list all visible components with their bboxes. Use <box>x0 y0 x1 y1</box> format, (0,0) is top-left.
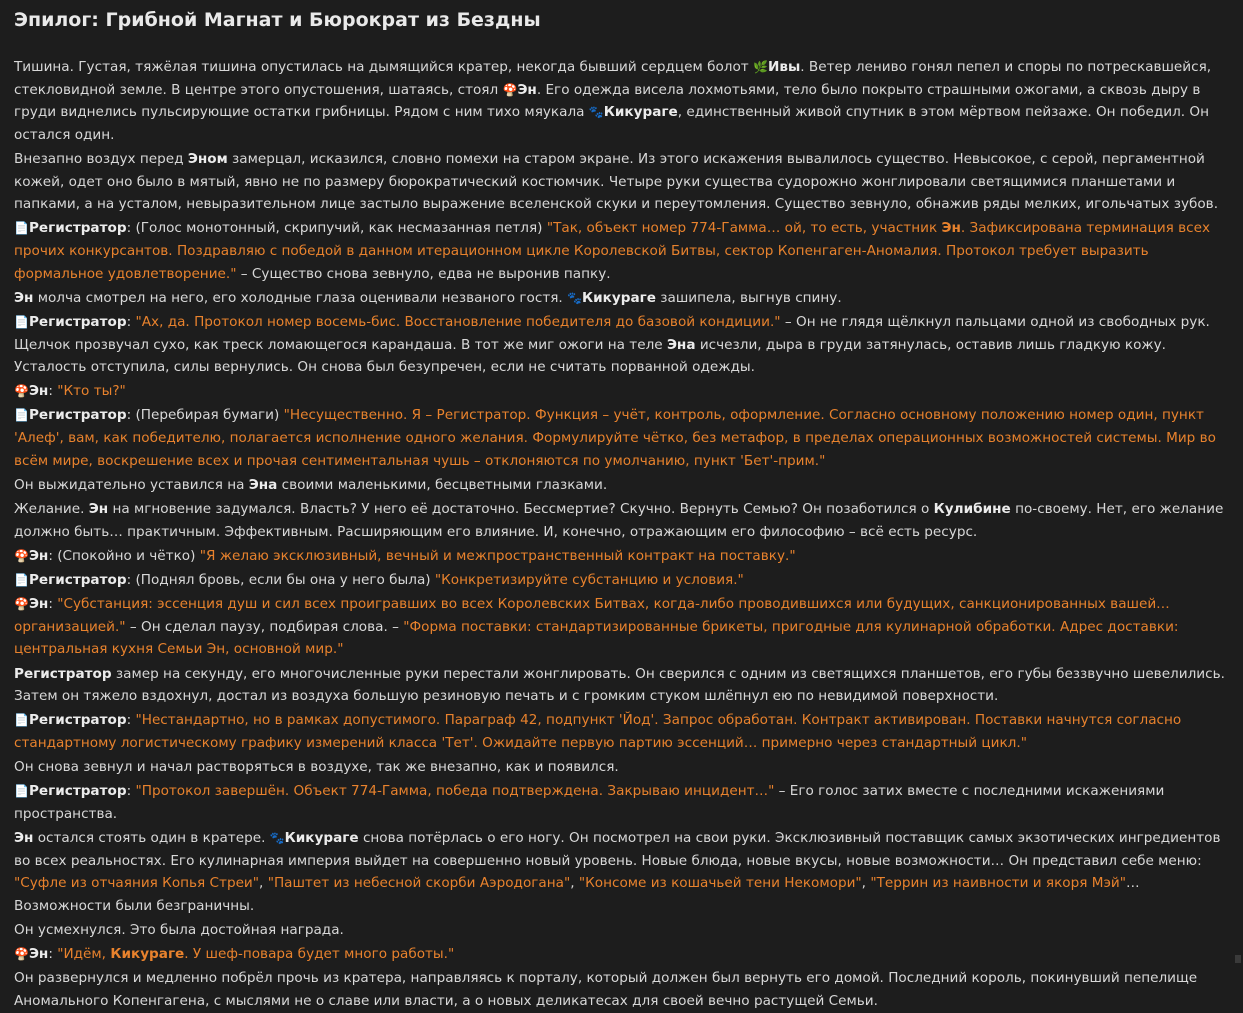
document-icon: 📄 <box>14 784 29 799</box>
dialogue-en: 🍄Эн: "Кто ты?" <box>14 383 126 400</box>
dialogue-registrar: 📄Регистратор: "Нестандартно, но в рамках допустимого. Параграф 42, подпункт 'Йод'. Запрос обработан. Контракт активирован. Поставки начнутся согласно стандартному логистическому графику измерений класса 'Тет'. Ожидайте первую партию эссенций… примерно через стандартный цикл." <box>14 712 1182 751</box>
dialogue-en: 🍄Эн: (Спокойно и чётко) "Я желаю эксклюзивный, вечный и межпространственный контракт на поставку." <box>14 547 796 564</box>
dialogue-en: 🍄Эн: "Субстанция: эссенция душ и сил всех проигравших во всех Королевских Битвах, когда-либо проводившихся или будущих, санкционированных вашей… организацией." – Он сделал паузу, подбирая слова. – "Форма поставки: стандартизированные брикеты, пригодные для кулинарной обработки. Адрес доставки: центральная кухня Семьи Эн, основной мир." <box>14 596 1179 658</box>
dialogue-registrar: 📄Регистратор: (Перебирая бумаги) "Несущественно. Я – Регистратор. Функция – учёт, контроль, оформление. Согласно основному положению номер один, пункт 'Алеф', вам, как победителю, полагается исполнение одного желания. Формулируйте чётко, без метафор, в пределах операционных возможностей системы. Мир во всём мире, воскрешение всех и прочая сентиментальная чушь – отклоняются по умолчанию, пункт 'Бет'-прим." <box>14 407 1216 469</box>
document-icon: 📄 <box>14 314 29 329</box>
paragraph: Он выжидательно уставился на Эна своими маленькими, бесцветными глазками. <box>14 476 608 493</box>
dialogue-registrar: 📄Регистратор: "Ах, да. Протокол номер восемь-бис. Восстановление победителя до базовой кондиции." – Он не глядя щёлкнул пальцами одной из свободных рук. Щелчок прозвучал сухо, как треск ломающегося карандаша. В тот же миг ожоги на теле Эна исчезли, дыра в груди затянулась, оставив лишь гладкую кожу. Усталость отступила, силы вернулись. Он снова был безупречен, если не считать порванной одежды. <box>14 313 1210 376</box>
page-title: Эпилог: Грибной Магнат и Бюрократ из Бездны <box>14 9 541 31</box>
paragraph: Желание. Эн на мгновение задумался. Власть? У него её достаточно. Бессмертие? Скучно. Вернуть Семью? Он позаботился о Кулибине по-своему. Нет, его желание должно быть… практичным. Эффективным. Расширяющим его влияние. И, конечно, отражающим его философию – всё есть ресурс. <box>14 501 1224 540</box>
paragraph: Эн молча смотрел на него, его холодные глаза оценивали незваного гостя. 🐾Кикураге зашипела, выгнув спину. <box>14 289 842 306</box>
mushroom-icon: 🍄 <box>14 597 29 612</box>
mushroom-icon: 🍄 <box>14 384 29 399</box>
document-icon: 📄 <box>14 713 29 728</box>
scrollbar[interactable] <box>1235 955 1241 963</box>
paragraph: Он усмехнулся. Это была достойная награда. <box>14 922 344 939</box>
paw-icon: 🐾 <box>588 105 604 120</box>
paw-icon: 🐾 <box>269 831 285 846</box>
paragraph: Эн остался стоять один в кратере. 🐾Кикураге снова потёрлась о его ногу. Он посмотрел на свои руки. Эксклюзивный поставщик самых экзотических ингредиентов во всех реальностях. Его кулинарная империя выйдет на совершенно новый уровень. Новые блюда, новые вкусы, новые возможности… Он представил себе меню: "Суфле из отчаяния Копья Стреи", "Паштет из небесной скорби Аэродогана", "Консоме из кошачьей тени Некомори", "Террин из наивности и якоря Мэй"… Возможности были безграничны. <box>14 830 1221 914</box>
document-icon: 📄 <box>14 221 29 236</box>
paragraph: Регистратор замер на секунду, его многочисленные руки перестали жонглировать. Он сверился с одним из светящихся планшетов, его губы беззвучно шевелились. Затем он тяжело вздохнул, достал из воздуха большую резиновую печать и с громким стуком шлёпнул ею по невидимой поверхности. <box>14 665 1225 705</box>
paragraph: Он снова зевнул и начал растворяться в воздухе, так же внезапно, как и появился. <box>14 759 619 776</box>
mushroom-icon: 🍄 <box>14 947 29 962</box>
document-icon: 📄 <box>14 408 29 423</box>
dialogue-registrar: 📄Регистратор: (Поднял бровь, если бы она у него была) "Конкретизируйте субстанцию и условия." <box>14 572 744 588</box>
leaf-icon: 🌿 <box>753 60 768 74</box>
dialogue-registrar: 📄Регистратор: "Протокол завершён. Объект 774-Гамма, победа подтверждена. Закрываю инцидент…" – Его голос затих вместе с последними искажениями пространства. <box>14 783 1165 822</box>
dialogue-en: 🍄Эн: "Идём, Кикураге. У шеф-повара будет много работы." <box>14 946 455 963</box>
paragraph: Тишина. Густая, тяжёлая тишина опустилась на дымящийся кратер, некогда бывший сердцем болот 🌿Ивы. Ветер лениво гонял пепел и споры по потрескавшейся, стекловидной земле. В центре этого опустошения, шатаясь, стоял 🍄Эн. Его одежда висела лохмотьями, тело было покрыто страшными ожогами, а сквозь дыру в груди виднелись пульсирующие остатки грибницы. Рядом с ним тихо мяукала 🐾Кикураге, единственный живой спутник в этом мёртвом пейзаже. Он победил. Он остался один. <box>14 59 1212 143</box>
paragraph: Внезапно воздух перед Эном замерцал, исказился, словно помехи на старом экране. Из этого искажения вывалилось существо. Невысокое, с серой, пергаментной кожей, одет оно было в мятый, явно не по размеру бюрократический костюмчик. Четыре руки существа судорожно жонглировали светящимися планшетами и папками, а на усталом, невыразительном лице застыло выражение вселенской скуки и переутомления. Существо зевнуло, обнажив ряды мелких, игольчатых зубов. <box>14 150 1219 213</box>
paw-icon: 🐾 <box>567 290 583 305</box>
paragraph: Он развернулся и медленно побрёл прочь из кратера, направляясь к порталу, который должен был вернуть его домой. Последний король, покинувший пепелище Аномального Копенгагена, с мыслями не о славе или власти, а о новых деликатесах для своей вечно растущей Семьи. <box>14 970 1198 1010</box>
mushroom-icon: 🍄 <box>14 548 29 563</box>
document-icon: 📄 <box>14 573 29 587</box>
story-body <box>14 56 1229 1013</box>
mushroom-icon: 🍄 <box>502 82 518 97</box>
dialogue-registrar: 📄Регистратор: (Голос монотонный, скрипучий, как несмазанная петля) "Так, объект номер 774-Гамма… ой, то есть, участник Эн. Зафиксирована терминация всех прочих конкурсантов. Поздравляю с победой в данном итерационном цикле Королевской Битвы, сектор Копенгаген-Аномалия. Протокол требует выразить формальное удовлетворение." – Существо снова зевнуло, едва не выронив папку. <box>14 220 1211 282</box>
